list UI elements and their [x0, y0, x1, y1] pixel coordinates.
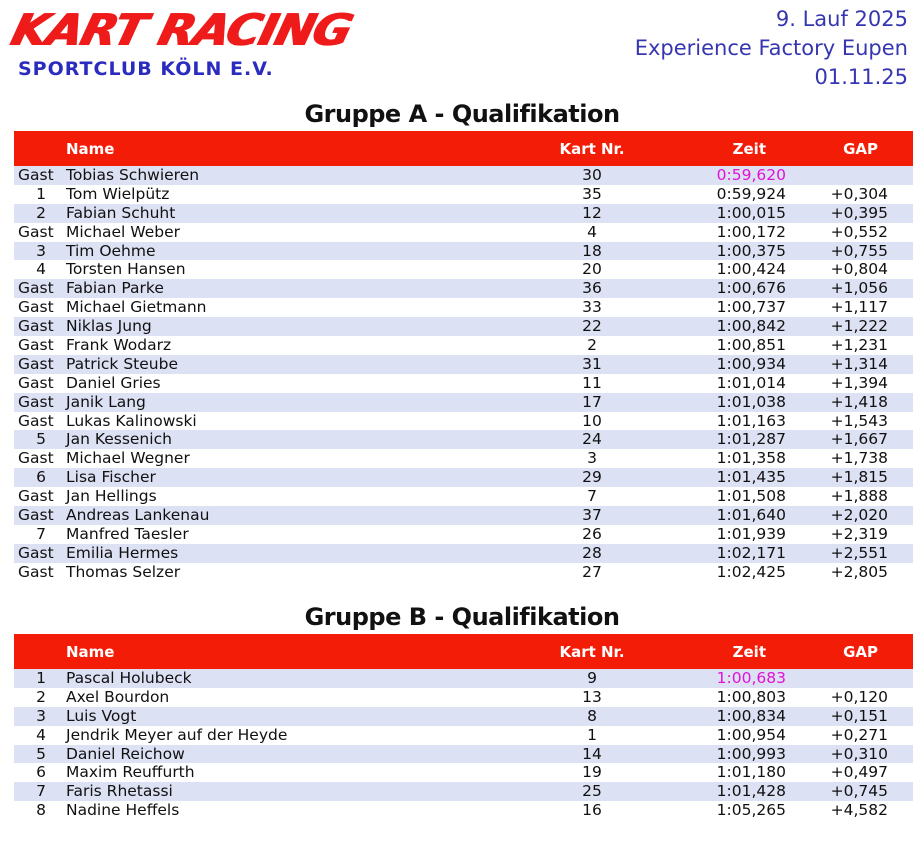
group-a-rows — [14, 166, 913, 582]
col-header-zeit: Zeit — [732, 643, 766, 661]
gap-cell: +1,815 — [830, 468, 888, 487]
gap-cell: +2,551 — [830, 543, 888, 562]
position-cell: Gast — [18, 411, 54, 430]
driver-name-cell: Michael Gietmann — [66, 298, 207, 317]
driver-name-cell: Pascal Holubeck — [66, 669, 192, 687]
gap-cell: +0,497 — [830, 763, 888, 782]
table-row — [14, 430, 913, 449]
table-row — [14, 185, 913, 204]
position-cell: 4 — [36, 260, 46, 279]
lap-time-cell: 1:01,508 — [716, 487, 786, 506]
position-cell: Gast — [18, 562, 54, 581]
driver-name-cell: Frank Wodarz — [66, 336, 172, 355]
driver-name-cell: Jan Hellings — [66, 487, 157, 506]
kart-number-cell: 8 — [587, 706, 597, 725]
gap-cell: +0,151 — [830, 706, 888, 725]
position-cell: Gast — [18, 543, 54, 562]
kart-number-cell: 20 — [582, 260, 602, 279]
position-cell: 5 — [36, 744, 46, 763]
gap-cell: +0,755 — [830, 241, 888, 260]
lap-time-cell: 1:00,842 — [716, 317, 786, 336]
group-a-table — [14, 131, 913, 582]
gap-cell: +4,582 — [830, 801, 888, 820]
gap-cell: +0,271 — [830, 725, 888, 744]
lap-time-cell: 1:01,287 — [716, 430, 786, 449]
driver-name-cell: Manfred Taesler — [66, 524, 189, 543]
driver-name-cell: Thomas Selzer — [66, 562, 181, 581]
kart-number-cell: 4 — [587, 222, 597, 241]
lap-time-cell: 1:01,038 — [716, 392, 786, 411]
lap-time-cell: 1:01,014 — [716, 373, 786, 392]
table-row — [14, 763, 913, 782]
gap-cell: +1,231 — [830, 336, 888, 355]
driver-name-cell: Maxim Reuffurth — [66, 763, 195, 782]
table-row — [14, 563, 913, 582]
table-row — [14, 506, 913, 525]
kart-number-cell: 30 — [582, 166, 602, 184]
gap-cell: +1,222 — [830, 317, 888, 336]
lap-time-cell: 1:00,737 — [716, 298, 786, 317]
lap-time-cell: 1:02,425 — [716, 562, 786, 581]
table-row — [14, 166, 913, 185]
col-header-gap: GAP — [843, 643, 878, 661]
position-cell: Gast — [18, 487, 54, 506]
gap-cell: +2,020 — [830, 506, 888, 525]
table-row — [14, 298, 913, 317]
kart-number-cell: 16 — [582, 801, 602, 820]
gap-cell: +1,667 — [830, 430, 888, 449]
table-row — [14, 449, 913, 468]
driver-name-cell: Emilia Hermes — [66, 543, 179, 562]
table-row — [14, 279, 913, 298]
gap-cell: +0,120 — [830, 687, 888, 706]
position-cell: Gast — [18, 298, 54, 317]
event-round: 9. Lauf 2025 — [775, 7, 908, 31]
table-row — [14, 468, 913, 487]
driver-name-cell: Nadine Heffels — [66, 801, 180, 820]
kart-number-cell: 35 — [582, 184, 602, 203]
kart-number-cell: 26 — [582, 524, 602, 543]
table-row — [14, 745, 913, 764]
col-header-kart: Kart Nr. — [559, 643, 625, 661]
driver-name-cell: Niklas Jung — [66, 317, 152, 336]
gap-cell: +1,314 — [830, 354, 888, 373]
position-cell: Gast — [18, 354, 54, 373]
lap-time-cell: 1:00,676 — [716, 279, 786, 298]
kart-number-cell: 28 — [582, 543, 602, 562]
table-row — [14, 260, 913, 279]
driver-name-cell: Tim Oehme — [66, 241, 156, 260]
table-row — [14, 801, 913, 820]
table-row — [14, 707, 913, 726]
gap-cell: +1,418 — [830, 392, 888, 411]
position-cell: Gast — [18, 373, 54, 392]
table-row — [14, 242, 913, 261]
position-cell: 1 — [36, 184, 46, 203]
driver-name-cell: Andreas Lankenau — [66, 506, 210, 525]
position-cell: 2 — [36, 203, 46, 222]
table-row — [14, 544, 913, 563]
driver-name-cell: Jendrik Meyer auf der Heyde — [66, 725, 288, 744]
gap-cell: +1,117 — [830, 298, 888, 317]
driver-name-cell: Tobias Schwieren — [66, 166, 200, 184]
driver-name-cell: Lukas Kalinowski — [66, 411, 197, 430]
col-header-zeit: Zeit — [732, 140, 766, 158]
driver-name-cell: Janik Lang — [66, 392, 146, 411]
position-cell: 1 — [36, 669, 46, 687]
lap-time-cell: 1:01,435 — [716, 468, 786, 487]
table-row — [14, 223, 913, 242]
kart-number-cell: 11 — [582, 373, 602, 392]
position-cell: 3 — [36, 706, 46, 725]
kart-number-cell: 7 — [587, 487, 597, 506]
driver-name-cell: Patrick Steube — [66, 354, 178, 373]
lap-time-cell: 1:00,424 — [716, 260, 786, 279]
lap-time-cell: 1:00,683 — [716, 669, 786, 687]
position-cell: 8 — [36, 801, 46, 820]
driver-name-cell: Jan Kessenich — [66, 430, 172, 449]
driver-name-cell: Daniel Gries — [66, 373, 161, 392]
lap-time-cell: 1:00,934 — [716, 354, 786, 373]
lap-time-cell: 0:59,924 — [716, 184, 786, 203]
gap-cell: +0,745 — [830, 782, 888, 801]
lap-time-cell: 1:01,428 — [716, 782, 786, 801]
position-cell: 7 — [36, 782, 46, 801]
gap-cell: +0,304 — [830, 184, 888, 203]
position-cell: Gast — [18, 392, 54, 411]
driver-name-cell: Fabian Schuht — [66, 203, 176, 222]
kart-number-cell: 22 — [582, 317, 602, 336]
kart-number-cell: 17 — [582, 392, 602, 411]
lap-time-cell: 1:00,803 — [716, 687, 786, 706]
lap-time-cell: 1:00,954 — [716, 725, 786, 744]
table-row — [14, 393, 913, 412]
lap-time-cell: 1:00,993 — [716, 744, 786, 763]
gap-cell: +0,552 — [830, 222, 888, 241]
position-cell: 7 — [36, 524, 46, 543]
event-info — [635, 5, 908, 92]
col-header-kart: Kart Nr. — [559, 140, 625, 158]
lap-time-cell: 1:00,851 — [716, 336, 786, 355]
table-row — [14, 317, 913, 336]
table-header — [14, 131, 913, 166]
gap-cell: +1,738 — [830, 449, 888, 468]
gap-cell: +1,888 — [830, 487, 888, 506]
position-cell: 3 — [36, 241, 46, 260]
logo-title: KART RACING — [5, 4, 357, 56]
position-cell: Gast — [18, 506, 54, 525]
kart-number-cell: 36 — [582, 279, 602, 298]
position-cell: 6 — [36, 468, 46, 487]
kart-number-cell: 29 — [582, 468, 602, 487]
lap-time-cell: 1:00,015 — [716, 203, 786, 222]
gap-cell: +2,319 — [830, 524, 888, 543]
group-b-title: Gruppe B - Qualifikation — [304, 603, 620, 631]
driver-name-cell: Michael Weber — [66, 222, 180, 241]
position-cell: 5 — [36, 430, 46, 449]
position-cell: 6 — [36, 763, 46, 782]
lap-time-cell: 1:01,358 — [716, 449, 786, 468]
kart-number-cell: 37 — [582, 506, 602, 525]
kart-number-cell: 33 — [582, 298, 602, 317]
position-cell: Gast — [18, 222, 54, 241]
driver-name-cell: Michael Wegner — [66, 449, 190, 468]
col-header-name: Name — [66, 140, 115, 158]
driver-name-cell: Faris Rhetassi — [66, 782, 173, 801]
kart-number-cell: 19 — [582, 763, 602, 782]
kart-number-cell: 3 — [587, 449, 597, 468]
col-header-name: Name — [66, 643, 115, 661]
kart-number-cell: 14 — [582, 744, 602, 763]
kart-number-cell: 1 — [587, 725, 597, 744]
lap-time-cell: 1:00,375 — [716, 241, 786, 260]
table-row — [14, 487, 913, 506]
lap-time-cell: 1:01,640 — [716, 506, 786, 525]
position-cell: Gast — [18, 279, 54, 298]
table-row — [14, 204, 913, 223]
event-date: 01.11.25 — [814, 65, 908, 89]
gap-cell: +0,395 — [830, 203, 888, 222]
lap-time-cell: 1:05,265 — [716, 801, 786, 820]
table-header — [14, 634, 913, 669]
club-logo — [5, 4, 363, 80]
kart-number-cell: 25 — [582, 782, 602, 801]
position-cell: Gast — [18, 449, 54, 468]
position-cell: Gast — [18, 336, 54, 355]
event-location: Experience Factory Eupen — [634, 36, 908, 60]
table-row — [14, 355, 913, 374]
driver-name-cell: Axel Bourdon — [66, 687, 170, 706]
kart-number-cell: 24 — [582, 430, 602, 449]
table-row — [14, 374, 913, 393]
position-cell: Gast — [18, 166, 54, 184]
table-row — [14, 782, 913, 801]
kart-number-cell: 10 — [582, 411, 602, 430]
driver-name-cell: Fabian Parke — [66, 279, 164, 298]
table-row — [14, 688, 913, 707]
lap-time-cell: 1:01,939 — [716, 524, 786, 543]
gap-cell: +1,543 — [830, 411, 888, 430]
group-b-table — [14, 634, 913, 820]
driver-name-cell: Lisa Fischer — [66, 468, 156, 487]
gap-cell: +0,310 — [830, 744, 888, 763]
table-row — [14, 336, 913, 355]
lap-time-cell: 1:02,171 — [716, 543, 786, 562]
logo-subtitle: SPORTCLUB KÖLN E.V. — [18, 58, 274, 80]
kart-number-cell: 2 — [587, 336, 597, 355]
kart-number-cell: 12 — [582, 203, 602, 222]
col-header-gap: GAP — [843, 140, 878, 158]
gap-cell: +1,056 — [830, 279, 888, 298]
lap-time-cell: 1:00,172 — [716, 222, 786, 241]
group-b-rows — [14, 669, 913, 820]
driver-name-cell: Daniel Reichow — [66, 744, 185, 763]
position-cell: Gast — [18, 317, 54, 336]
lap-time-cell: 1:00,834 — [716, 706, 786, 725]
lap-time-cell: 1:01,163 — [716, 411, 786, 430]
table-row — [14, 525, 913, 544]
gap-cell: +1,394 — [830, 373, 888, 392]
kart-number-cell: 27 — [582, 562, 602, 581]
lap-time-cell: 0:59,620 — [716, 166, 786, 184]
position-cell: 4 — [36, 725, 46, 744]
kart-number-cell: 13 — [582, 687, 602, 706]
kart-number-cell: 31 — [582, 354, 602, 373]
driver-name-cell: Tom Wielpütz — [66, 184, 170, 203]
gap-cell: +2,805 — [830, 562, 888, 581]
kart-number-cell: 9 — [587, 669, 597, 687]
table-row — [14, 669, 913, 688]
table-row — [14, 726, 913, 745]
driver-name-cell: Luis Vogt — [66, 706, 137, 725]
gap-cell: +0,804 — [830, 260, 888, 279]
driver-name-cell: Torsten Hansen — [66, 260, 186, 279]
group-a-title: Gruppe A - Qualifikation — [304, 100, 620, 128]
kart-number-cell: 18 — [582, 241, 602, 260]
lap-time-cell: 1:01,180 — [716, 763, 786, 782]
table-row — [14, 412, 913, 431]
position-cell: 2 — [36, 687, 46, 706]
